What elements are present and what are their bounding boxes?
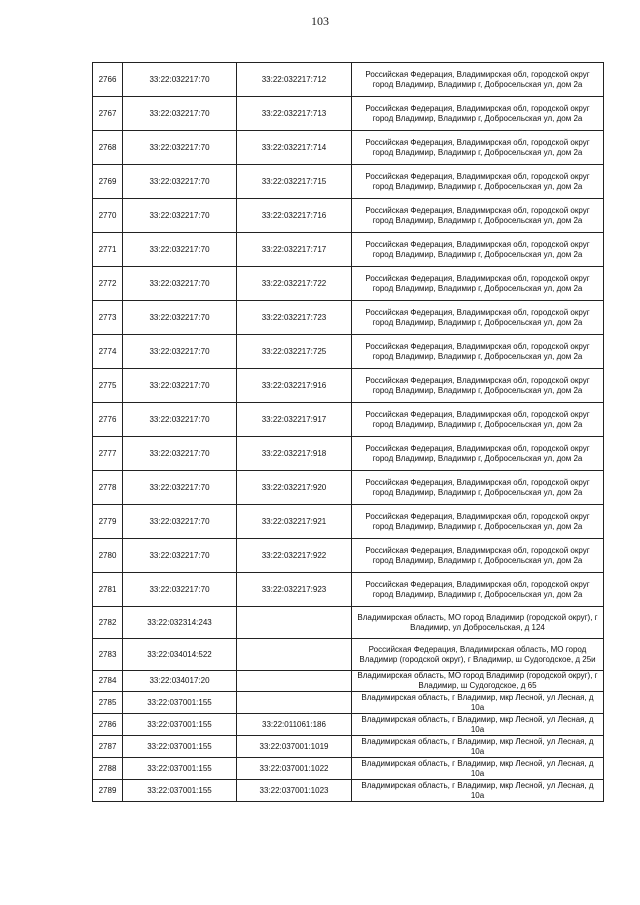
address-cell: Российская Федерация, Владимирская обл, городской округ город Владимир, Владимир г, Добросельская ул, дом 2а bbox=[352, 63, 604, 97]
row-number-cell: 2781 bbox=[93, 573, 123, 607]
table-row bbox=[93, 97, 604, 131]
page-number: 103 bbox=[311, 14, 329, 28]
parcel-number-cell: 33:22:032217:70 bbox=[123, 573, 237, 607]
parcel-number-cell: 33:22:034014:522 bbox=[123, 639, 237, 671]
table-row bbox=[93, 233, 604, 267]
address-cell: Российская Федерация, Владимирская обл, городской округ город Владимир, Владимир г, Добросельская ул, дом 2а bbox=[352, 165, 604, 199]
row-number-cell: 2771 bbox=[93, 233, 123, 267]
row-number-cell: 2774 bbox=[93, 335, 123, 369]
object-number-cell: 33:22:032217:715 bbox=[237, 165, 352, 199]
parcel-number-cell: 33:22:032217:70 bbox=[123, 131, 237, 165]
row-number-cell: 2767 bbox=[93, 97, 123, 131]
object-number-cell: 33:22:037001:1023 bbox=[237, 780, 352, 802]
parcel-number-cell: 33:22:032217:70 bbox=[123, 437, 237, 471]
row-number-cell: 2787 bbox=[93, 736, 123, 758]
row-number-cell: 2777 bbox=[93, 437, 123, 471]
address-cell: Российская Федерация, Владимирская обл, городской округ город Владимир, Владимир г, Добросельская ул, дом 2а bbox=[352, 199, 604, 233]
object-number-cell: 33:22:032217:722 bbox=[237, 267, 352, 301]
object-number-cell: 33:22:032217:918 bbox=[237, 437, 352, 471]
row-number-cell: 2779 bbox=[93, 505, 123, 539]
row-number-cell: 2788 bbox=[93, 758, 123, 780]
parcel-number-cell: 33:22:037001:155 bbox=[123, 758, 237, 780]
object-number-cell: 33:22:032217:714 bbox=[237, 131, 352, 165]
parcel-number-cell: 33:22:032217:70 bbox=[123, 199, 237, 233]
object-number-cell: 33:22:037001:1019 bbox=[237, 736, 352, 758]
object-number-cell bbox=[237, 671, 352, 692]
table-row bbox=[93, 780, 604, 802]
address-cell: Российская Федерация, Владимирская обл, городской округ город Владимир, Владимир г, Добросельская ул, дом 2а bbox=[352, 573, 604, 607]
table-row bbox=[93, 199, 604, 233]
object-number-cell: 33:22:032217:921 bbox=[237, 505, 352, 539]
row-number-cell: 2789 bbox=[93, 780, 123, 802]
address-cell: Российская Федерация, Владимирская обл, городской округ город Владимир, Владимир г, Добросельская ул, дом 2а bbox=[352, 301, 604, 335]
object-number-cell: 33:22:032217:725 bbox=[237, 335, 352, 369]
row-number-cell: 2778 bbox=[93, 471, 123, 505]
table-row bbox=[93, 736, 604, 758]
row-number-cell: 2784 bbox=[93, 671, 123, 692]
parcel-number-cell: 33:22:037001:155 bbox=[123, 736, 237, 758]
table-row bbox=[93, 607, 604, 639]
parcel-number-cell: 33:22:032314:243 bbox=[123, 607, 237, 639]
object-number-cell: 33:22:032217:920 bbox=[237, 471, 352, 505]
object-number-cell: 33:22:032217:712 bbox=[237, 63, 352, 97]
parcel-number-cell: 33:22:037001:155 bbox=[123, 714, 237, 736]
object-number-cell: 33:22:032217:723 bbox=[237, 301, 352, 335]
address-cell: Российская Федерация, Владимирская область, МО город Владимир (городской округ), г Владимир, ш Судогодское, д 25и bbox=[352, 639, 604, 671]
address-cell: Владимирская область, г Владимир, мкр Лесной, ул Лесная, д 10а bbox=[352, 714, 604, 736]
address-cell: Российская Федерация, Владимирская обл, городской округ город Владимир, Владимир г, Добросельская ул, дом 2а bbox=[352, 233, 604, 267]
parcel-number-cell: 33:22:032217:70 bbox=[123, 267, 237, 301]
table-row bbox=[93, 403, 604, 437]
table-row bbox=[93, 714, 604, 736]
row-number-cell: 2775 bbox=[93, 369, 123, 403]
parcel-number-cell: 33:22:037001:155 bbox=[123, 692, 237, 714]
address-cell: Российская Федерация, Владимирская обл, городской округ город Владимир, Владимир г, Добросельская ул, дом 2а bbox=[352, 335, 604, 369]
table-row bbox=[93, 692, 604, 714]
address-cell: Российская Федерация, Владимирская обл, городской округ город Владимир, Владимир г, Добросельская ул, дом 2а bbox=[352, 471, 604, 505]
address-cell: Российская Федерация, Владимирская обл, городской округ город Владимир, Владимир г, Добросельская ул, дом 2а bbox=[352, 267, 604, 301]
address-cell: Российская Федерация, Владимирская обл, городской округ город Владимир, Владимир г, Добросельская ул, дом 2а bbox=[352, 369, 604, 403]
address-cell: Российская Федерация, Владимирская обл, городской округ город Владимир, Владимир г, Добросельская ул, дом 2а bbox=[352, 505, 604, 539]
table-row bbox=[93, 639, 604, 671]
parcel-number-cell: 33:22:034017:20 bbox=[123, 671, 237, 692]
object-number-cell bbox=[237, 607, 352, 639]
table-row bbox=[93, 573, 604, 607]
table-row bbox=[93, 505, 604, 539]
table-row bbox=[93, 131, 604, 165]
parcel-number-cell: 33:22:037001:155 bbox=[123, 780, 237, 802]
table-row bbox=[93, 369, 604, 403]
row-number-cell: 2772 bbox=[93, 267, 123, 301]
parcel-number-cell: 33:22:032217:70 bbox=[123, 335, 237, 369]
table-row bbox=[93, 539, 604, 573]
address-cell: Российская Федерация, Владимирская обл, городской округ город Владимир, Владимир г, Добросельская ул, дом 2а bbox=[352, 539, 604, 573]
table-row bbox=[93, 165, 604, 199]
object-number-cell: 33:22:032217:917 bbox=[237, 403, 352, 437]
parcel-number-cell: 33:22:032217:70 bbox=[123, 165, 237, 199]
address-cell: Российская Федерация, Владимирская обл, городской округ город Владимир, Владимир г, Добросельская ул, дом 2а bbox=[352, 97, 604, 131]
table-row bbox=[93, 437, 604, 471]
object-number-cell: 33:22:032217:923 bbox=[237, 573, 352, 607]
row-number-cell: 2782 bbox=[93, 607, 123, 639]
table-row bbox=[93, 671, 604, 692]
row-number-cell: 2786 bbox=[93, 714, 123, 736]
row-number-cell: 2773 bbox=[93, 301, 123, 335]
row-number-cell: 2768 bbox=[93, 131, 123, 165]
parcel-number-cell: 33:22:032217:70 bbox=[123, 63, 237, 97]
records-body bbox=[93, 63, 604, 802]
address-cell: Российская Федерация, Владимирская обл, городской округ город Владимир, Владимир г, Добросельская ул, дом 2а bbox=[352, 131, 604, 165]
table-row bbox=[93, 267, 604, 301]
parcel-number-cell: 33:22:032217:70 bbox=[123, 301, 237, 335]
object-number-cell bbox=[237, 639, 352, 671]
address-cell: Владимирская область, МО город Владимир (городской округ), г Владимир, ул Добросельская, д 124 bbox=[352, 607, 604, 639]
table-row bbox=[93, 63, 604, 97]
table-row bbox=[93, 758, 604, 780]
table-row bbox=[93, 335, 604, 369]
address-cell: Владимирская область, г Владимир, мкр Лесной, ул Лесная, д 10а bbox=[352, 758, 604, 780]
object-number-cell: 33:22:037001:1022 bbox=[237, 758, 352, 780]
parcel-number-cell: 33:22:032217:70 bbox=[123, 471, 237, 505]
parcel-number-cell: 33:22:032217:70 bbox=[123, 97, 237, 131]
parcel-number-cell: 33:22:032217:70 bbox=[123, 233, 237, 267]
row-number-cell: 2785 bbox=[93, 692, 123, 714]
parcel-number-cell: 33:22:032217:70 bbox=[123, 539, 237, 573]
row-number-cell: 2776 bbox=[93, 403, 123, 437]
address-cell: Владимирская область, г Владимир, мкр Лесной, ул Лесная, д 10а bbox=[352, 780, 604, 802]
object-number-cell: 33:22:032217:916 bbox=[237, 369, 352, 403]
object-number-cell: 33:22:032217:717 bbox=[237, 233, 352, 267]
address-cell: Владимирская область, г Владимир, мкр Лесной, ул Лесная, д 10а bbox=[352, 736, 604, 758]
table-row bbox=[93, 301, 604, 335]
address-cell: Российская Федерация, Владимирская обл, городской округ город Владимир, Владимир г, Добросельская ул, дом 2а bbox=[352, 437, 604, 471]
parcel-number-cell: 33:22:032217:70 bbox=[123, 403, 237, 437]
row-number-cell: 2783 bbox=[93, 639, 123, 671]
address-cell: Российская Федерация, Владимирская обл, городской округ город Владимир, Владимир г, Добросельская ул, дом 2а bbox=[352, 403, 604, 437]
row-number-cell: 2769 bbox=[93, 165, 123, 199]
object-number-cell: 33:22:032217:716 bbox=[237, 199, 352, 233]
object-number-cell: 33:22:032217:922 bbox=[237, 539, 352, 573]
address-cell: Владимирская область, МО город Владимир (городской округ), г Владимир, ш Судогодское, д 65 bbox=[352, 671, 604, 692]
address-cell: Владимирская область, г Владимир, мкр Лесной, ул Лесная, д 10а bbox=[352, 692, 604, 714]
parcel-number-cell: 33:22:032217:70 bbox=[123, 369, 237, 403]
records-table bbox=[92, 62, 604, 802]
object-number-cell bbox=[237, 692, 352, 714]
row-number-cell: 2766 bbox=[93, 63, 123, 97]
row-number-cell: 2770 bbox=[93, 199, 123, 233]
table-row bbox=[93, 471, 604, 505]
object-number-cell: 33:22:011061:186 bbox=[237, 714, 352, 736]
object-number-cell: 33:22:032217:713 bbox=[237, 97, 352, 131]
parcel-number-cell: 33:22:032217:70 bbox=[123, 505, 237, 539]
row-number-cell: 2780 bbox=[93, 539, 123, 573]
